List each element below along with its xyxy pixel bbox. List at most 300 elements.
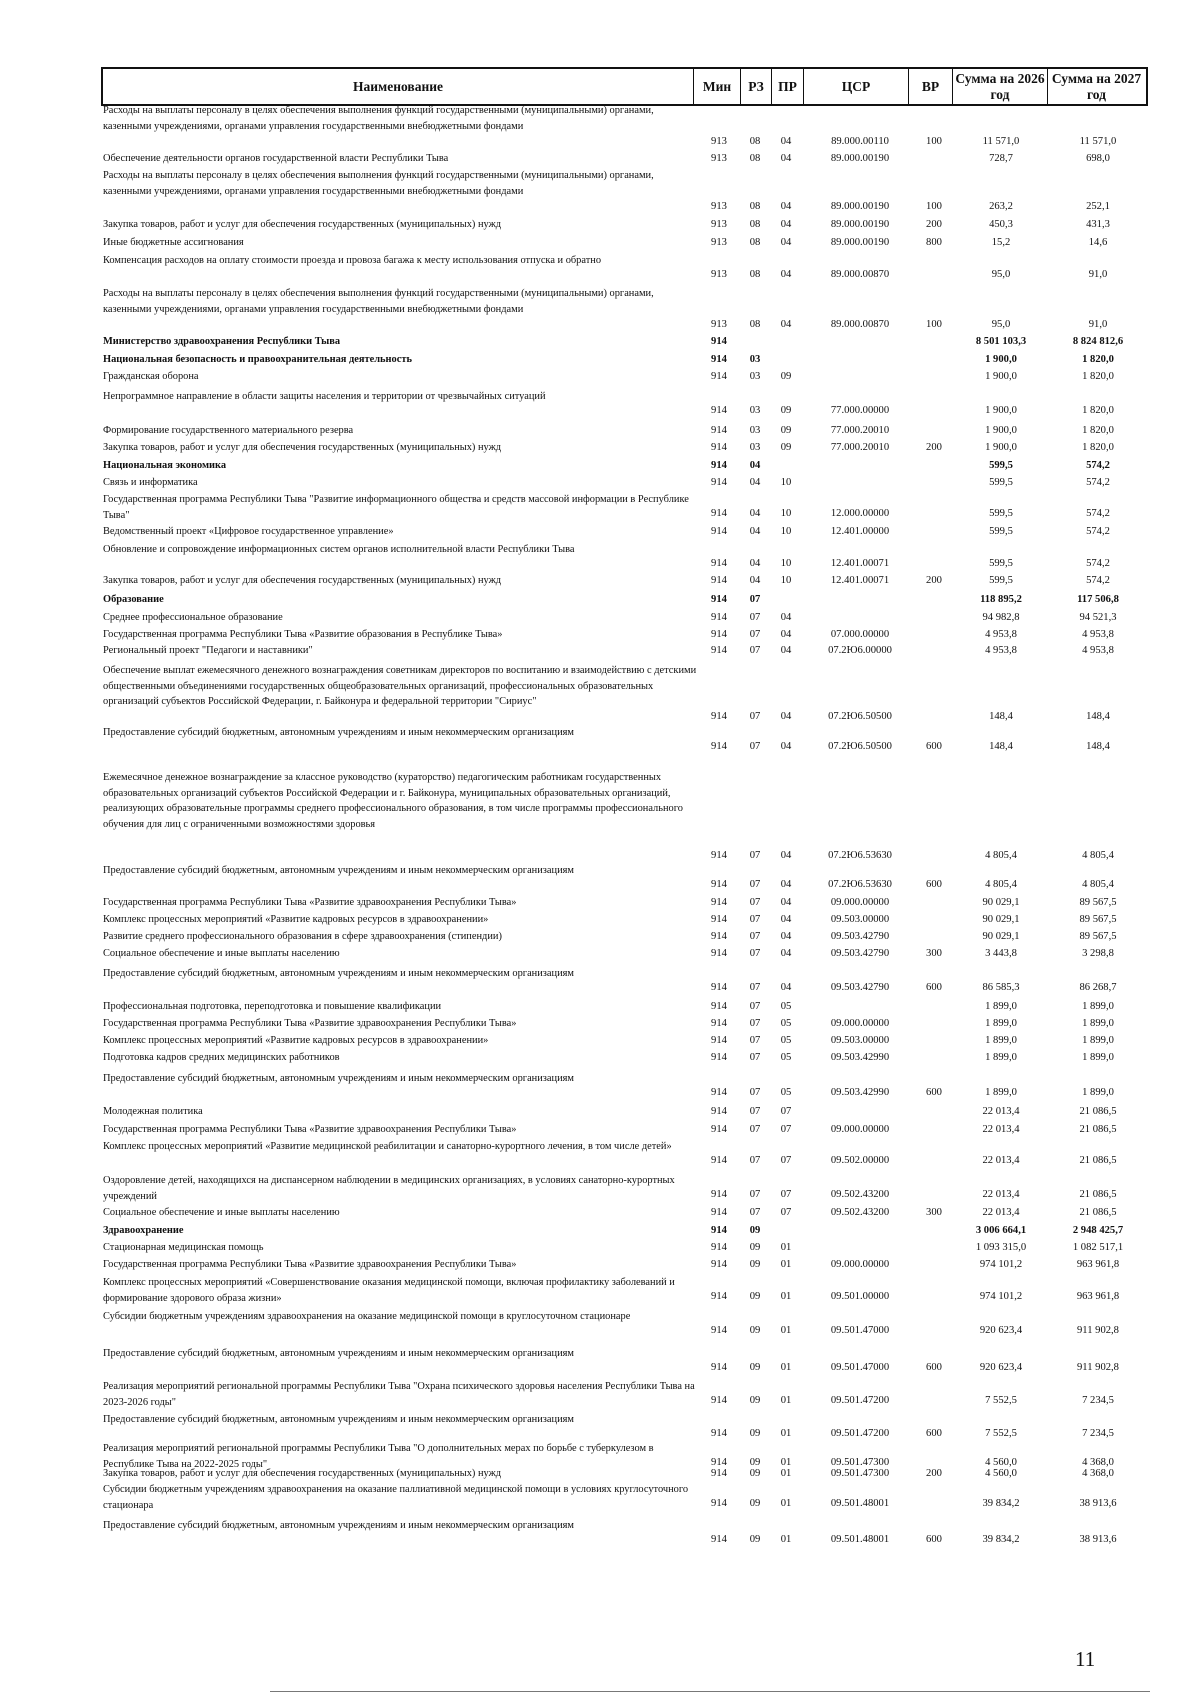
table-row [0, 103, 1200, 150]
cell-min: 914 [711, 1534, 727, 1546]
cell-name: Ежемесячное денежное вознаграждение за классное руководство (кураторство) педагогическим работникам государственных образовательных организаций субъектов Российской Федерации и г. Байконура, муниципальных образовательных организаций, реализующих образовательные программы среднего профессионального образования, в том числе программы профессионального обучения для лиц с ограниченными возможностями здоровья [103, 772, 683, 830]
cell-name: Закупка товаров, работ и услуг для обеспечения государственных (муниципальных) нужд [103, 219, 502, 230]
cell-vr: 200 [926, 575, 942, 587]
cell-csr: 09.503.00000 [830, 1035, 890, 1047]
cell-sum-2027: 574,2 [1086, 558, 1110, 570]
cell-min: 914 [711, 594, 727, 606]
table-row [0, 912, 1200, 928]
cell-sum-2027: 21 086,5 [1079, 1207, 1117, 1219]
cell-csr: 89.000.00870 [830, 319, 890, 331]
cell-sum-2027: 963 961,8 [1076, 1259, 1120, 1271]
cell-pr: 01 [780, 1242, 792, 1254]
cell-sum-2027: 91,0 [1088, 269, 1108, 281]
page-number: 11 [1075, 1647, 1096, 1671]
cell-sum-2026: 920 623,4 [979, 1325, 1023, 1337]
cell-sum-2026: 1 093 315,0 [975, 1242, 1027, 1254]
cell-sum-2027: 89 567,5 [1079, 897, 1117, 909]
cell-pr: 04 [780, 237, 792, 249]
cell-name: Подготовка кадров средних медицинских работников [103, 1052, 340, 1063]
cell-sum-2026: 599,5 [989, 460, 1013, 472]
table-row [0, 1050, 1200, 1066]
table-row [0, 1275, 1200, 1305]
cell-name: Национальная безопасность и правоохранительная деятельность [103, 354, 412, 365]
cell-sum-2027: 574,2 [1086, 477, 1110, 489]
cell-rz: 03 [749, 405, 761, 417]
cell-sum-2027: 4 368,0 [1082, 1468, 1114, 1480]
cell-min: 914 [711, 850, 727, 862]
cell-rz: 09 [749, 1259, 761, 1271]
cell-rz: 07 [749, 1155, 761, 1167]
cell-vr: 100 [926, 136, 942, 148]
cell-sum-2026: 1 900,0 [985, 371, 1017, 383]
cell-name: Государственная программа Республики Тыва "Развитие информационного общества и средств массовой информации в Республике Тыва" [103, 494, 689, 521]
cell-pr: 04 [780, 931, 792, 943]
cell-min: 913 [711, 136, 727, 148]
cell-pr: 10 [780, 508, 792, 520]
cell-sum-2026: 11 571,0 [982, 136, 1020, 148]
cell-sum-2026: 148,4 [989, 711, 1013, 723]
cell-sum-2026: 8 501 103,3 [975, 336, 1027, 348]
cell-vr: 100 [926, 319, 942, 331]
cell-name: Обновление и сопровождение информационных систем органов исполнительной власти Республики Тыва [103, 544, 575, 555]
cell-sum-2026: 1 900,0 [985, 405, 1017, 417]
cell-min: 914 [711, 1001, 727, 1013]
cell-vr: 100 [926, 201, 942, 213]
cell-min: 914 [711, 711, 727, 723]
table-row [0, 389, 1200, 419]
cell-vr: 800 [926, 237, 942, 249]
cell-min: 914 [711, 645, 727, 657]
cell-name: Социальное обеспечение и иные выплаты населению [103, 1207, 340, 1218]
cell-sum-2026: 148,4 [989, 741, 1013, 753]
cell-sum-2026: 3 006 664,1 [975, 1225, 1027, 1237]
cell-name: Расходы на выплаты персоналу в целях обеспечения выполнения функций государственными (муниципальными) органами, казенными учреждениями, органами управления государственными внебюджетными фондами [103, 170, 654, 197]
cell-rz: 09 [749, 1225, 761, 1237]
cell-sum-2026: 95,0 [991, 269, 1011, 281]
cell-csr: 09.502.00000 [830, 1155, 890, 1167]
table-row [0, 1122, 1200, 1138]
cell-sum-2027: 574,2 [1086, 575, 1110, 587]
cell-sum-2026: 1 899,0 [985, 1087, 1017, 1099]
cell-csr: 07.2Ю6.50500 [828, 711, 892, 723]
cell-sum-2027: 21 086,5 [1079, 1106, 1117, 1118]
cell-min: 914 [711, 1124, 727, 1136]
cell-rz: 07 [749, 741, 761, 753]
cell-name: Государственная программа Республики Тыва «Развитие здравоохранения Республики Тыва» [103, 1018, 517, 1029]
cell-pr: 01 [780, 1395, 792, 1407]
cell-csr: 09.502.43200 [830, 1189, 890, 1201]
cell-sum-2027: 4 805,4 [1082, 850, 1114, 862]
cell-pr: 05 [780, 1087, 792, 1099]
cell-name: Развитие среднего профессионального образования в сфере здравоохранения (стипендии) [103, 931, 502, 942]
cell-min: 914 [711, 1242, 727, 1254]
cell-min: 914 [711, 1498, 727, 1510]
cell-name: Субсидии бюджетным учреждениям здравоохранения на оказание медицинской помощи в круглосуточном стационаре [103, 1311, 631, 1322]
table-row [0, 1257, 1200, 1273]
cell-name: Предоставление субсидий бюджетным, автономным учреждениям и иным некоммерческим организациям [103, 968, 574, 979]
cell-name: Среднее профессиональное образование [103, 612, 283, 623]
cell-vr: 600 [926, 1362, 942, 1374]
cell-pr: 09 [780, 371, 792, 383]
cell-rz: 09 [749, 1242, 761, 1254]
cell-pr: 01 [780, 1325, 792, 1337]
cell-sum-2027: 252,1 [1086, 201, 1110, 213]
cell-pr: 04 [780, 982, 792, 994]
cell-name: Региональный проект "Педагоги и наставники" [103, 645, 313, 656]
cell-min: 913 [711, 219, 727, 231]
table-row [0, 1466, 1200, 1482]
table-row [0, 1482, 1200, 1512]
cell-sum-2027: 911 902,8 [1077, 1325, 1119, 1337]
cell-sum-2026: 599,5 [989, 558, 1013, 570]
table-row [0, 966, 1200, 996]
cell-min: 914 [711, 1225, 727, 1237]
cell-name: Социальное обеспечение и иные выплаты населению [103, 948, 340, 959]
table-row [0, 725, 1200, 755]
cell-min: 913 [711, 153, 727, 165]
cell-min: 914 [711, 1468, 727, 1480]
cell-sum-2026: 4 560,0 [985, 1457, 1017, 1469]
cell-pr: 04 [780, 269, 792, 281]
cell-rz: 08 [749, 319, 761, 331]
cell-name: Гражданская оборона [103, 371, 199, 382]
cell-rz: 08 [749, 153, 761, 165]
table-row [0, 592, 1200, 608]
cell-rz: 04 [749, 526, 761, 538]
cell-csr: 12.401.00000 [830, 526, 890, 538]
cell-vr: 600 [926, 879, 942, 891]
cell-sum-2026: 39 834,2 [982, 1534, 1020, 1546]
table-row [0, 369, 1200, 385]
table-row [0, 1071, 1200, 1101]
cell-sum-2027: 21 086,5 [1079, 1124, 1117, 1136]
cell-csr: 07.2Ю6.50500 [828, 741, 892, 753]
cell-sum-2026: 599,5 [989, 477, 1013, 489]
cell-csr: 09.000.00000 [830, 1124, 890, 1136]
cell-name: Обеспечение деятельности органов государственной власти Республики Тыва [103, 153, 449, 164]
header-name: Наименование [103, 69, 694, 104]
cell-rz: 09 [749, 1428, 761, 1440]
cell-min: 913 [711, 201, 727, 213]
cell-sum-2026: 7 552,5 [985, 1395, 1017, 1407]
cell-sum-2026: 1 899,0 [985, 1018, 1017, 1030]
cell-sum-2026: 974 101,2 [979, 1259, 1023, 1271]
cell-name: Комплекс процессных мероприятий «Развитие кадровых ресурсов в здравоохранении» [103, 914, 489, 925]
cell-min: 913 [711, 319, 727, 331]
cell-min: 914 [711, 741, 727, 753]
header-sum-2027: Сумма на 2027 год [1051, 71, 1142, 102]
cell-rz: 04 [749, 460, 761, 472]
cell-min: 914 [711, 558, 727, 570]
cell-pr: 05 [780, 1001, 792, 1013]
cell-sum-2026: 95,0 [991, 319, 1011, 331]
table-row [0, 1346, 1200, 1376]
cell-sum-2026: 22 013,4 [982, 1189, 1020, 1201]
cell-sum-2026: 90 029,1 [982, 914, 1020, 926]
cell-sum-2026: 1 900,0 [985, 442, 1017, 454]
cell-rz: 09 [749, 1291, 761, 1303]
cell-sum-2026: 1 899,0 [985, 1035, 1017, 1047]
cell-pr: 04 [780, 319, 792, 331]
cell-min: 914 [711, 1155, 727, 1167]
cell-name: Реализация мероприятий региональной программы Республики Тыва "Охрана психического здоровья населения Республики Тыва на 2023-2026 годы" [103, 1381, 695, 1408]
cell-rz: 04 [749, 508, 761, 520]
cell-min: 914 [711, 526, 727, 538]
cell-csr: 12.401.00071 [830, 558, 890, 570]
table-row [0, 1104, 1200, 1120]
cell-rz: 09 [749, 1362, 761, 1374]
cell-pr: 10 [780, 558, 792, 570]
cell-csr: 09.000.00000 [830, 1018, 890, 1030]
cell-sum-2027: 89 567,5 [1079, 931, 1117, 943]
cell-rz: 07 [749, 1052, 761, 1064]
cell-rz: 09 [749, 1395, 761, 1407]
cell-sum-2027: 1 899,0 [1082, 1087, 1114, 1099]
cell-min: 914 [711, 1035, 727, 1047]
cell-name: Предоставление субсидий бюджетным, автономным учреждениям и иным некоммерческим организациям [103, 865, 574, 876]
cell-rz: 07 [749, 1087, 761, 1099]
cell-csr: 09.501.47300 [830, 1468, 890, 1480]
cell-rz: 03 [749, 371, 761, 383]
cell-min: 914 [711, 575, 727, 587]
cell-sum-2026: 4 805,4 [985, 879, 1017, 891]
cell-pr: 05 [780, 1018, 792, 1030]
cell-rz: 08 [749, 237, 761, 249]
header-rz: РЗ [741, 69, 772, 104]
cell-sum-2027: 963 961,8 [1076, 1291, 1120, 1303]
header-sum-2026: Сумма на 2026 год [953, 69, 1048, 104]
cell-sum-2026: 1 900,0 [985, 354, 1017, 366]
cell-name: Предоставление субсидий бюджетным, автономным учреждениям и иным некоммерческим организациям [103, 1414, 574, 1425]
cell-min: 914 [711, 1291, 727, 1303]
cell-vr: 300 [926, 948, 942, 960]
cell-sum-2027: 94 521,3 [1079, 612, 1117, 624]
cell-name: Формирование государственного материального резерва [103, 425, 354, 436]
cell-csr: 09.501.47000 [830, 1362, 890, 1374]
cell-rz: 07 [749, 711, 761, 723]
cell-rz: 07 [749, 1001, 761, 1013]
cell-sum-2027: 86 268,7 [1079, 982, 1117, 994]
cell-name: Расходы на выплаты персоналу в целях обеспечения выполнения функций государственными (муниципальными) органами, казенными учреждениями, органами управления государственными внебюджетными фондами [103, 105, 654, 132]
cell-rz: 09 [749, 1457, 761, 1469]
cell-sum-2027: 91,0 [1088, 319, 1108, 331]
cell-sum-2027: 1 820,0 [1082, 371, 1114, 383]
cell-csr: 07.000.00000 [830, 629, 890, 641]
cell-csr: 12.401.00071 [830, 575, 890, 587]
cell-rz: 07 [749, 1124, 761, 1136]
table-row [0, 863, 1200, 893]
table-row [0, 1379, 1200, 1409]
cell-sum-2026: 974 101,2 [979, 1291, 1023, 1303]
cell-rz: 07 [749, 1035, 761, 1047]
cell-sum-2026: 1 899,0 [985, 1052, 1017, 1064]
table-row [0, 235, 1200, 251]
cell-min: 914 [711, 1325, 727, 1337]
cell-name: Профессиональная подготовка, переподготовка и повышение квалификации [103, 1001, 442, 1012]
table-row [0, 1223, 1200, 1239]
cell-pr: 04 [780, 219, 792, 231]
cell-sum-2027: 21 086,5 [1079, 1189, 1117, 1201]
cell-pr: 05 [780, 1035, 792, 1047]
cell-sum-2027: 1 899,0 [1082, 1001, 1114, 1013]
cell-name: Непрограммное направление в области защиты населения и территории от чрезвычайных ситуаций [103, 391, 546, 402]
cell-csr: 07.2Ю6.00000 [828, 645, 892, 657]
cell-sum-2026: 118 895,2 [980, 594, 1022, 606]
cell-min: 914 [711, 914, 727, 926]
table-row [0, 573, 1200, 589]
table-row [0, 946, 1200, 962]
cell-pr: 04 [780, 153, 792, 165]
cell-pr: 01 [780, 1428, 792, 1440]
cell-name: Национальная экономика [103, 460, 227, 471]
cell-csr: 89.000.00190 [830, 219, 890, 231]
cell-sum-2026: 15,2 [991, 237, 1011, 249]
cell-min: 914 [711, 1207, 727, 1219]
cell-rz: 07 [749, 629, 761, 641]
cell-csr: 77.000.00000 [830, 405, 890, 417]
cell-pr: 07 [780, 1155, 792, 1167]
cell-pr: 01 [780, 1498, 792, 1510]
table-row [0, 610, 1200, 626]
cell-sum-2027: 3 298,8 [1082, 948, 1114, 960]
cell-sum-2027: 1 899,0 [1082, 1035, 1114, 1047]
cell-vr: 600 [926, 1087, 942, 1099]
table-row [0, 1518, 1200, 1548]
cell-rz: 03 [749, 354, 761, 366]
cell-min: 913 [711, 237, 727, 249]
cell-csr: 09.503.42990 [830, 1052, 890, 1064]
cell-sum-2027: 11 571,0 [1079, 136, 1117, 148]
cell-rz: 07 [749, 879, 761, 891]
table-header [101, 67, 1148, 106]
cell-pr: 07 [780, 1189, 792, 1201]
cell-min: 914 [711, 1362, 727, 1374]
cell-csr: 89.000.00870 [830, 269, 890, 281]
cell-pr: 04 [780, 741, 792, 753]
cell-csr: 09.000.00000 [830, 897, 890, 909]
cell-name: Образование [103, 594, 164, 605]
cell-csr: 07.2Ю6.53630 [828, 879, 892, 891]
cell-name: Комплекс процессных мероприятий «Совершенствование оказания медицинской помощи, включая профилактику заболеваний и формирование здорового образа жизни» [103, 1277, 675, 1304]
cell-pr: 10 [780, 526, 792, 538]
cell-pr: 04 [780, 136, 792, 148]
cell-sum-2027: 1 820,0 [1082, 425, 1114, 437]
cell-min: 914 [711, 897, 727, 909]
cell-sum-2026: 22 013,4 [982, 1207, 1020, 1219]
table-row [0, 1139, 1200, 1169]
table-row [0, 440, 1200, 456]
cell-sum-2027: 4 368,0 [1082, 1457, 1114, 1469]
cell-sum-2026: 39 834,2 [982, 1498, 1020, 1510]
cell-pr: 01 [780, 1291, 792, 1303]
table-row [0, 352, 1200, 368]
cell-rz: 09 [749, 1325, 761, 1337]
cell-name: Государственная программа Республики Тыва «Развитие здравоохранения Республики Тыва» [103, 1124, 517, 1135]
cell-vr: 600 [926, 741, 942, 753]
table-row [0, 217, 1200, 233]
cell-name: Комплекс процессных мероприятий «Развитие медицинской реабилитации и санаторно-курортного лечения, в том числе детей» [103, 1141, 672, 1152]
cell-csr: 09.503.42790 [830, 982, 890, 994]
cell-pr: 01 [780, 1362, 792, 1374]
cell-sum-2027: 8 824 812,6 [1072, 336, 1124, 348]
cell-sum-2027: 574,2 [1086, 526, 1110, 538]
table-row [0, 1205, 1200, 1221]
cell-csr: 09.502.43200 [830, 1207, 890, 1219]
cell-csr: 77.000.20010 [830, 442, 890, 454]
cell-vr: 300 [926, 1207, 942, 1219]
cell-csr: 12.000.00000 [830, 508, 890, 520]
cell-sum-2026: 94 982,8 [982, 612, 1020, 624]
cell-pr: 04 [780, 897, 792, 909]
cell-csr: 09.501.47200 [830, 1395, 890, 1407]
cell-sum-2026: 22 013,4 [982, 1106, 1020, 1118]
cell-name: Закупка товаров, работ и услуг для обеспечения государственных (муниципальных) нужд [103, 1468, 502, 1479]
cell-pr: 07 [780, 1207, 792, 1219]
cell-name: Расходы на выплаты персоналу в целях обеспечения выполнения функций государственными (муниципальными) органами, казенными учреждениями, органами управления государственными внебюджетными фондами [103, 288, 654, 315]
cell-vr: 600 [926, 1534, 942, 1546]
table-row [0, 1412, 1200, 1442]
cell-sum-2027: 4 805,4 [1082, 879, 1114, 891]
cell-name: Комплекс процессных мероприятий «Развитие кадровых ресурсов в здравоохранении» [103, 1035, 489, 1046]
cell-rz: 07 [749, 850, 761, 862]
cell-pr: 04 [780, 850, 792, 862]
cell-csr: 09.503.42790 [830, 931, 890, 943]
cell-sum-2026: 263,2 [989, 201, 1013, 213]
cell-sum-2027: 148,4 [1086, 711, 1110, 723]
cell-pr: 04 [780, 879, 792, 891]
cell-sum-2027: 574,2 [1086, 508, 1110, 520]
cell-name: Государственная программа Республики Тыва «Развитие здравоохранения Республики Тыва» [103, 897, 517, 908]
cell-rz: 07 [749, 914, 761, 926]
cell-rz: 07 [749, 948, 761, 960]
cell-name: Здравоохранение [103, 1225, 184, 1236]
cell-rz: 08 [749, 201, 761, 213]
header-vr: ВР [909, 69, 953, 104]
cell-sum-2026: 920 623,4 [979, 1362, 1023, 1374]
cell-min: 914 [711, 425, 727, 437]
table-row [0, 643, 1200, 659]
cell-name: Закупка товаров, работ и услуг для обеспечения государственных (муниципальных) нужд [103, 442, 502, 453]
table-row [0, 1033, 1200, 1049]
cell-sum-2026: 4 560,0 [985, 1468, 1017, 1480]
cell-pr: 04 [780, 629, 792, 641]
cell-min: 914 [711, 948, 727, 960]
cell-sum-2026: 4 953,8 [985, 629, 1017, 641]
cell-min: 914 [711, 442, 727, 454]
header-csr: ЦСР [804, 69, 909, 104]
table-row [0, 1016, 1200, 1032]
cell-sum-2027: 1 820,0 [1082, 354, 1114, 366]
cell-vr: 200 [926, 442, 942, 454]
bottom-rule [270, 1691, 1150, 1692]
cell-pr: 05 [780, 1052, 792, 1064]
cell-csr: 09.501.48001 [830, 1498, 890, 1510]
cell-min: 914 [711, 1457, 727, 1469]
cell-name: Субсидии бюджетным учреждениям здравоохранения на оказание паллиативной медицинской помощи в условиях круглосуточного стационара [103, 1484, 689, 1511]
cell-sum-2027: 38 913,6 [1079, 1498, 1117, 1510]
cell-rz: 07 [749, 897, 761, 909]
cell-min: 914 [711, 629, 727, 641]
cell-pr: 09 [780, 425, 792, 437]
cell-rz: 07 [749, 594, 761, 606]
table-row [0, 458, 1200, 474]
cell-pr: 01 [780, 1534, 792, 1546]
cell-min: 914 [711, 1428, 727, 1440]
cell-name: Иные бюджетные ассигнования [103, 237, 244, 248]
cell-sum-2026: 90 029,1 [982, 931, 1020, 943]
cell-name: Государственная программа Республики Тыва «Развитие здравоохранения Республики Тыва» [103, 1259, 517, 1270]
cell-sum-2027: 4 953,8 [1082, 645, 1114, 657]
